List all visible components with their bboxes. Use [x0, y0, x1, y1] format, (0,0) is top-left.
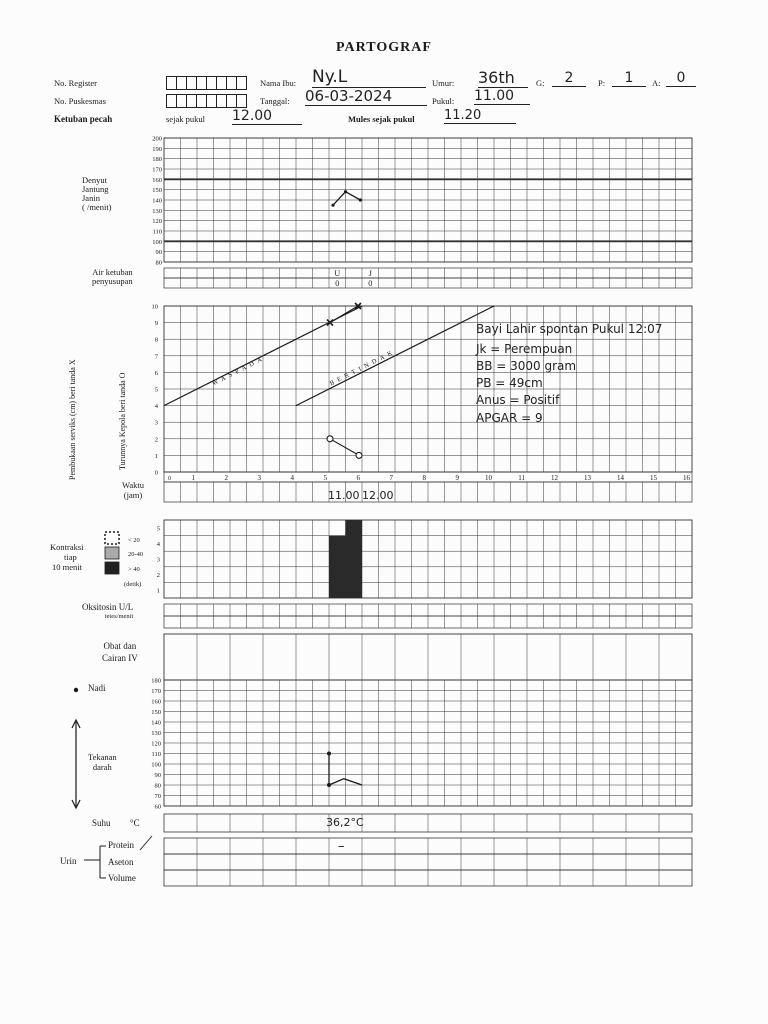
tanggal-value: 06-03-2024 [305, 87, 427, 106]
g-label: G: [536, 78, 545, 88]
hour-label: 14 [617, 474, 624, 482]
pukul-value: 11.00 [474, 88, 530, 105]
djj-tick: 190 [152, 145, 162, 153]
umur-value: 36th [478, 68, 528, 88]
djj-tick: 130 [152, 207, 162, 215]
urin-aseton-value: – [338, 839, 345, 854]
serviks-tick: 7 [154, 353, 158, 361]
legend-dotted-box [105, 532, 119, 544]
djj-label: Denyut Jantung Janin ( /menit) [82, 175, 112, 212]
hour-label: 13 [584, 474, 591, 482]
hour-label: 12 [551, 474, 558, 482]
sejak-pukul-value: 12.00 [232, 108, 302, 125]
legend-hatched-box [105, 547, 119, 559]
hour-label: 6 [356, 474, 360, 482]
pembukaan-serviks-label: Pembukaan serviks (cm) beri tanda X [68, 359, 77, 480]
ketuban-pecah-label: Ketuban pecah [54, 114, 113, 124]
waspada-label: WASPADA [211, 354, 267, 388]
p-label: P: [598, 78, 606, 88]
legend-20-40: 20-40 [128, 551, 144, 558]
legend-solid-box [105, 562, 119, 574]
page-title: PARTOGRAF [336, 40, 432, 55]
suhu-unit: °C [130, 818, 140, 828]
serviks-tick: 1 [154, 452, 158, 460]
kontraksi-tick: 4 [156, 540, 160, 548]
no-puskesmas-label: No. Puskesmas [54, 96, 106, 106]
nadi-tick: 140 [151, 719, 161, 727]
djj-tick: 160 [152, 176, 162, 184]
nadi-tick: 160 [151, 698, 161, 706]
nadi-label: Nadi [88, 683, 106, 693]
djj-tick: 150 [152, 187, 162, 195]
note-length: PB = 49cm [476, 376, 543, 390]
a-label: A: [652, 78, 661, 88]
hour-label-0: 0 [168, 476, 171, 482]
g-value: 2 [552, 70, 586, 87]
dilation-line [330, 306, 358, 323]
hour-label: 1 [191, 474, 195, 482]
hour-label: 16 [683, 474, 690, 482]
urin-pen-mark [140, 836, 152, 850]
nadi-tick: 100 [151, 761, 161, 769]
kontraksi-tick: 1 [156, 587, 160, 595]
waktu-value-1: 11.00 [328, 489, 360, 502]
djj-tick: 80 [155, 259, 162, 267]
serviks-tick: 9 [154, 320, 158, 328]
djj-point [359, 198, 362, 201]
djj-tick: 100 [152, 238, 162, 246]
djj-point [344, 190, 347, 193]
djj-tick: 110 [152, 228, 162, 236]
hour-label: 9 [455, 474, 459, 482]
hour-label: 2 [224, 474, 228, 482]
serviks-tick: 4 [154, 403, 158, 411]
bertindak-label: BERTINDAK [328, 348, 398, 388]
nadi-tick: 150 [151, 709, 161, 716]
suhu-value: 36,2°C [326, 816, 364, 829]
air-ketuban-label: Air ketuban penyusupan [92, 267, 133, 286]
no-register-label: No. Register [54, 78, 97, 88]
nadi-tick: 80 [154, 782, 161, 790]
legend-lt20: < 20 [128, 537, 140, 544]
mules-value: 11.20 [444, 108, 516, 124]
oksitosin-label: Oksitosin U/L tetes/menit [82, 602, 134, 620]
hour-label: 3 [257, 474, 261, 482]
sejak-pukul-label: sejak pukul [166, 114, 205, 124]
note-anus: Anus = Positif [476, 393, 560, 407]
serviks-tick: 0 [154, 469, 158, 477]
suhu-label: Suhu [92, 818, 111, 828]
umur-label: Umur: [432, 78, 455, 88]
note-birth-time: Bayi Lahir spontan Pukul 12:07 [476, 322, 663, 336]
hour-label: 8 [422, 474, 426, 482]
air-ketuban-col6-bottom: 0 [368, 279, 373, 288]
hour-row [164, 472, 692, 482]
p-value: 1 [612, 70, 646, 87]
descent-o-mark [327, 436, 333, 442]
kontraksi-bar [346, 520, 363, 598]
urin-label: Urin [60, 856, 77, 866]
serviks-tick: 6 [154, 369, 158, 377]
air-ketuban-col6-top: J [368, 269, 372, 278]
kontraksi-bar [329, 536, 346, 598]
hour-label: 7 [389, 474, 393, 482]
nadi-tick: 130 [151, 730, 161, 737]
urin-aseton-label: Aseton [108, 857, 134, 867]
serviks-tick: 3 [154, 419, 158, 427]
nama-ibu-label: Nama Ibu: [260, 78, 297, 88]
obat-label: Obat dan Cairan IV [102, 641, 138, 663]
a-value: 0 [666, 70, 696, 87]
djj-tick: 200 [152, 135, 162, 143]
djj-tick: 90 [155, 249, 162, 257]
kontraksi-label: Kontraksi tiap 10 menit [50, 542, 84, 572]
djj-point [331, 204, 334, 207]
tekanan-darah-label: Tekanan darah [88, 752, 117, 772]
nadi-tick: 60 [154, 803, 161, 811]
pukul-label: Pukul: [432, 96, 455, 106]
urin-volume-label: Volume [108, 873, 136, 883]
urin-bracket [84, 846, 106, 878]
air-ketuban-col5-top: U [334, 269, 341, 278]
air-ketuban-col5-bottom: 0 [335, 279, 340, 288]
hour-label: 11 [518, 474, 525, 482]
djj-line [333, 192, 360, 205]
nadi-bullet [74, 688, 78, 692]
serviks-tick: 2 [154, 436, 158, 444]
note-apgar: APGAR = 9 [476, 411, 543, 425]
legend-gt40: > 40 [128, 566, 140, 573]
hour-label: 5 [323, 474, 327, 482]
nama-ibu-value: Ny.L [312, 67, 426, 88]
nadi-tick: 170 [151, 688, 161, 695]
djj-tick: 140 [152, 197, 162, 205]
kontraksi-tick: 5 [156, 525, 160, 533]
kontraksi-tick: 3 [156, 556, 160, 564]
note-gender: Jk = Perempuan [476, 342, 573, 356]
tanggal-label: Tanggal: [260, 96, 290, 106]
waktu-value-2: 12.00 [362, 489, 394, 502]
serviks-tick: 5 [154, 386, 158, 394]
nadi-tick: 120 [151, 740, 161, 748]
serviks-tick: 8 [154, 336, 158, 344]
turunnya-kepala-label: Turunnya Kepola beri tanda O [118, 372, 127, 470]
hour-label: 10 [485, 474, 492, 482]
hour-label: 15 [650, 474, 657, 482]
note-weight: BB = 3000 gram [476, 359, 577, 373]
descent-o-mark [356, 452, 362, 458]
djj-tick: 120 [152, 218, 162, 226]
sistol-point [327, 752, 331, 756]
waktu-label: Waktu (jam) [122, 480, 144, 500]
nadi-tick: 90 [154, 772, 161, 779]
kontraksi-tick: 2 [156, 572, 160, 580]
nadi-tick: 180 [151, 677, 161, 685]
serviks-tick: 10 [151, 303, 158, 311]
djj-tick: 180 [152, 156, 162, 164]
nadi-tick: 70 [154, 793, 161, 800]
nadi-tick: 110 [151, 751, 161, 758]
hour-label: 4 [290, 474, 294, 482]
mules-label: Mules sejak pukul [348, 114, 415, 124]
djj-tick: 170 [152, 166, 162, 174]
legend-detik: (detik) [124, 581, 142, 588]
urin-protein-label: Protein [108, 840, 134, 850]
descent-line [330, 439, 359, 456]
